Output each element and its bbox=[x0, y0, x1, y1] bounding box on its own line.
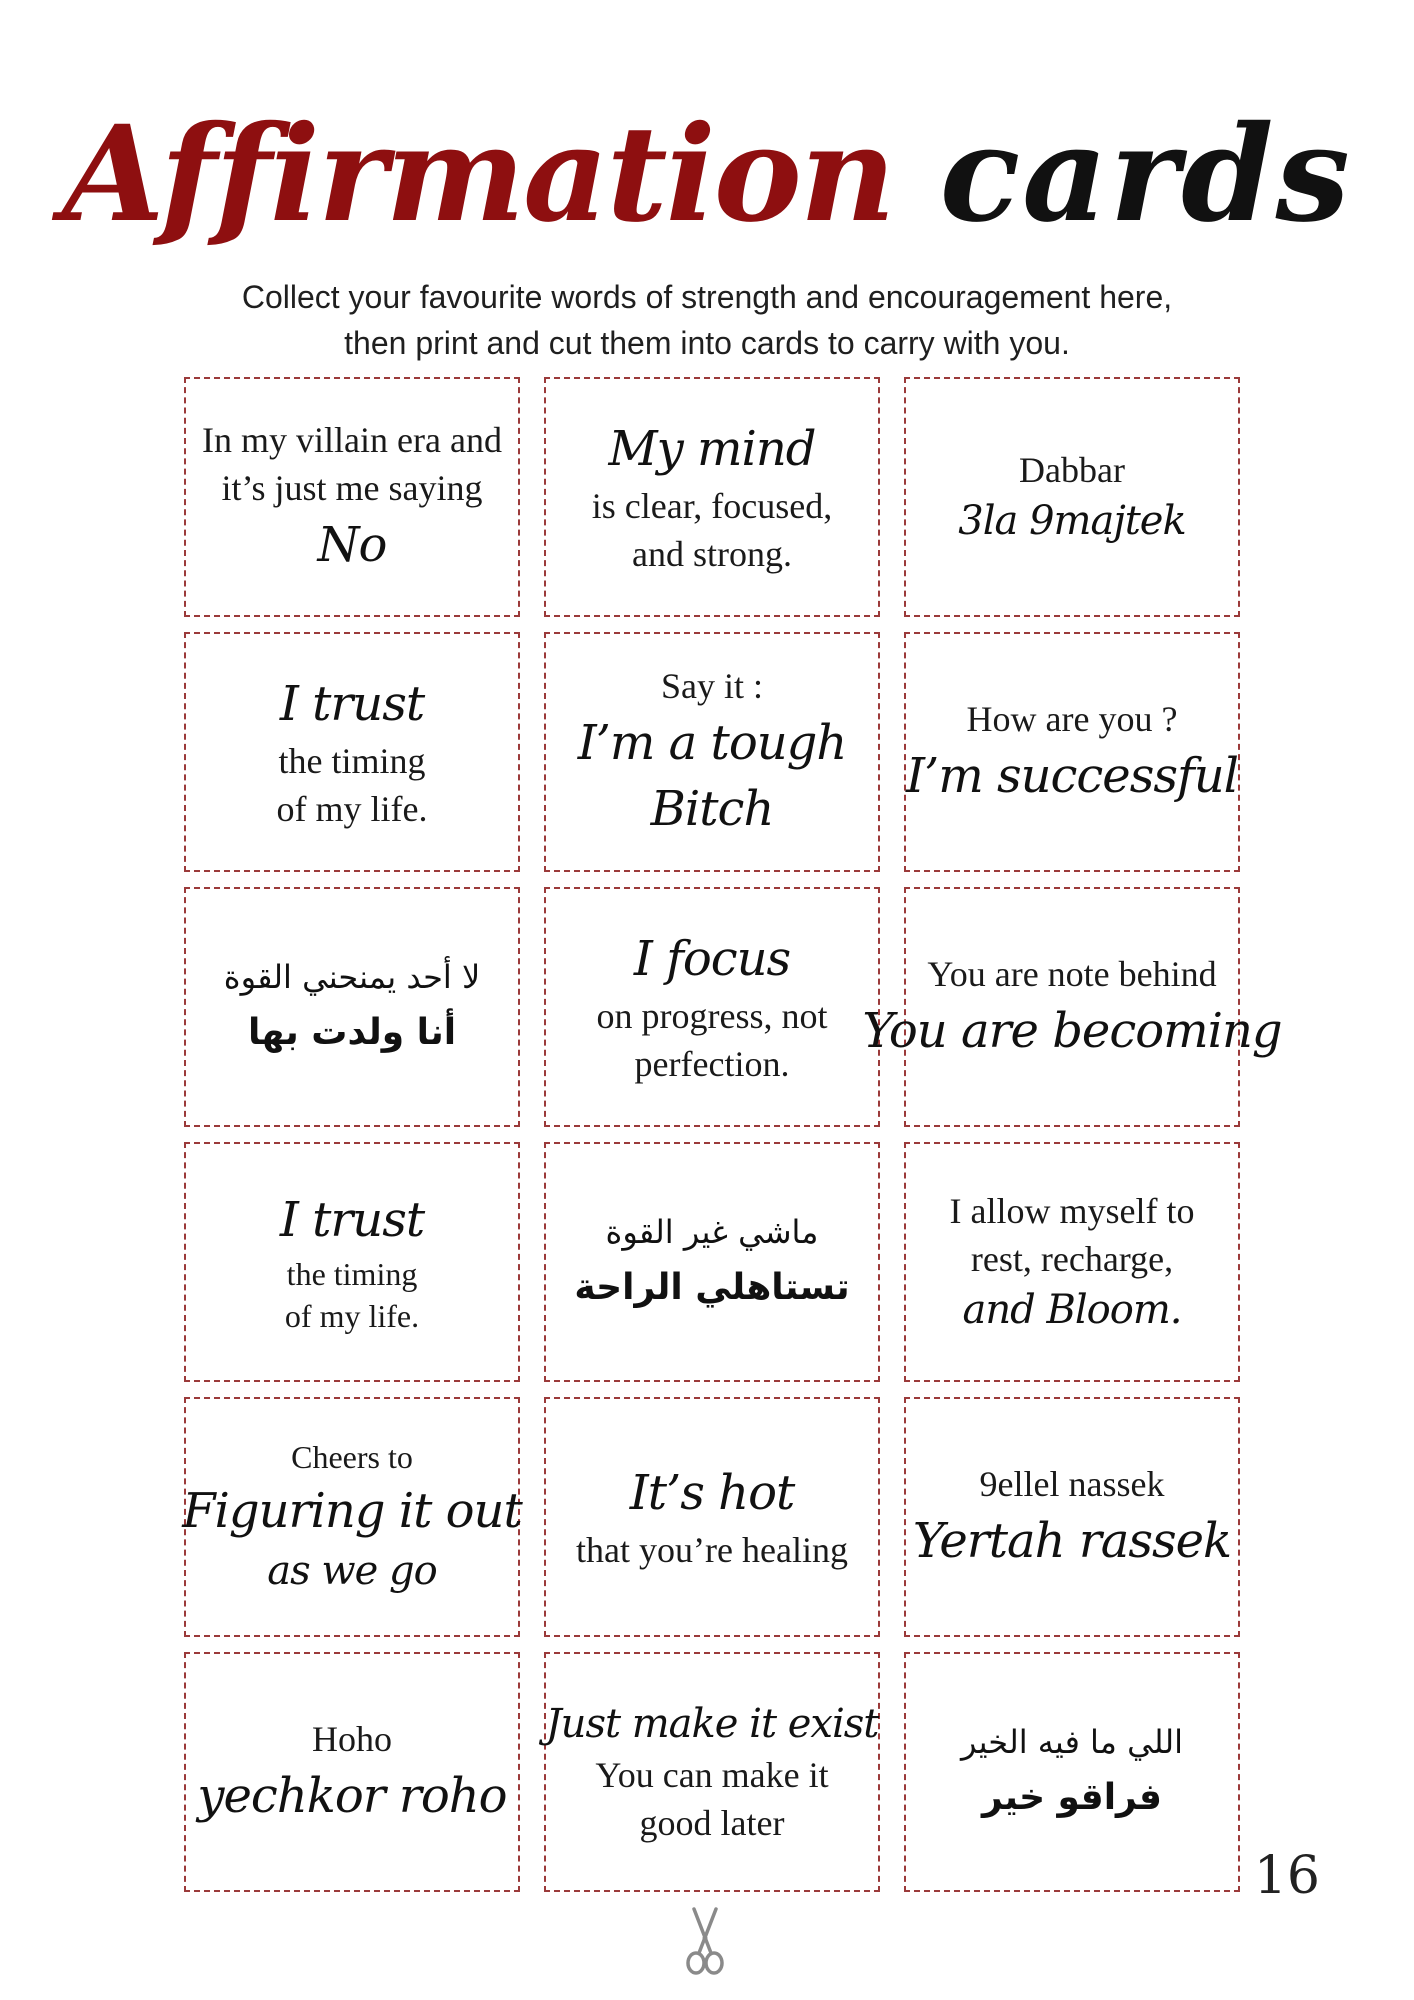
affirmation-card bbox=[184, 887, 520, 1127]
card-text-line: Figuring it out bbox=[182, 1483, 522, 1539]
affirmation-card bbox=[544, 632, 880, 872]
affirmation-card bbox=[904, 1142, 1240, 1382]
card-text-line: فراقو خير bbox=[981, 1777, 1163, 1818]
card-text-line: اللي ما فيه الخير bbox=[960, 1723, 1184, 1761]
card-text-line: Cheers to bbox=[291, 1439, 413, 1475]
card-text-line: You are note behind bbox=[927, 954, 1217, 994]
card-text-line: I’m a tough bbox=[577, 715, 847, 771]
affirmation-card bbox=[904, 1397, 1240, 1637]
card-text-line: Yertah rassek bbox=[912, 1513, 1232, 1569]
affirmation-card bbox=[862, 887, 1282, 1127]
affirmation-card bbox=[184, 1397, 520, 1637]
card-text-line: I allow myself to bbox=[949, 1191, 1195, 1231]
card-text-line: 9ellel nassek bbox=[979, 1464, 1165, 1504]
page-number: 16 bbox=[1253, 1846, 1320, 1906]
scissors-icon bbox=[680, 1907, 730, 1977]
card-text-line: Hoho bbox=[312, 1719, 392, 1759]
card-text-line: of my life. bbox=[276, 789, 428, 829]
card-text-line: on progress, not bbox=[596, 996, 828, 1036]
card-text-line: I focus bbox=[633, 931, 791, 987]
card-text-line: and strong. bbox=[632, 534, 792, 574]
instructions-line-2: then print and cut them into cards to carry with you. bbox=[344, 325, 1070, 361]
card-text-line: rest, recharge, bbox=[970, 1239, 1174, 1279]
card-text-line: Dabbar bbox=[1019, 450, 1125, 490]
card-text-line: لا أحد يمنحني القوة bbox=[223, 958, 481, 996]
title-word-affirmation: Affirmation bbox=[62, 97, 894, 252]
card-text-line: My mind bbox=[608, 421, 816, 477]
affirmation-card bbox=[904, 377, 1240, 617]
card-text-line: good later bbox=[639, 1803, 785, 1843]
page-title bbox=[0, 97, 1414, 252]
card-text-line: أنا ولدت بها bbox=[247, 1012, 457, 1053]
instructions-text bbox=[150, 274, 1264, 366]
affirmation-card bbox=[904, 1652, 1240, 1892]
affirmation-card bbox=[904, 632, 1240, 872]
card-text-line: it’s just me saying bbox=[221, 468, 483, 508]
card-text-line: I’m successful bbox=[906, 748, 1239, 804]
card-text-line: 3la 9majtek bbox=[958, 498, 1186, 544]
instructions-line-1: Collect your favourite words of strength and encouragement here, bbox=[241, 279, 1173, 315]
affirmation-card bbox=[544, 1142, 880, 1382]
affirmation-card bbox=[184, 632, 520, 872]
affirmation-card bbox=[544, 377, 880, 617]
affirmation-card-grid bbox=[182, 377, 1282, 1893]
card-text-line: and Bloom. bbox=[962, 1287, 1182, 1333]
card-text-line: perfection. bbox=[634, 1044, 790, 1084]
title-word-cards: cards bbox=[939, 97, 1352, 252]
card-text-line: You can make it bbox=[595, 1755, 829, 1795]
card-text-line: of my life. bbox=[284, 1298, 420, 1334]
card-text-line: I trust bbox=[279, 1192, 425, 1248]
card-text-line: as we go bbox=[267, 1548, 437, 1594]
card-text-line: Bitch bbox=[650, 781, 774, 837]
card-text-line: How are you ? bbox=[966, 699, 1178, 739]
card-text-line: the timing bbox=[278, 741, 426, 781]
affirmation-card bbox=[184, 1652, 520, 1892]
affirmation-card bbox=[544, 1652, 880, 1892]
card-text-line: ماشي غير القوة bbox=[605, 1213, 819, 1251]
card-text-line: Just make it exist bbox=[545, 1701, 879, 1747]
card-text-line: I trust bbox=[279, 676, 425, 732]
card-text-line: It’s hot bbox=[629, 1465, 795, 1521]
card-text-line: is clear, focused, bbox=[591, 486, 833, 526]
card-text-line: You are becoming bbox=[862, 1003, 1282, 1059]
card-text-line: the timing bbox=[286, 1256, 418, 1292]
card-text-line: No bbox=[317, 517, 387, 573]
card-text-line: yechkor roho bbox=[197, 1768, 507, 1824]
affirmation-card bbox=[184, 1142, 520, 1382]
card-text-line: In my villain era and bbox=[202, 420, 502, 460]
card-text-line: Say it : bbox=[660, 666, 763, 706]
card-text-line: that you’re healing bbox=[576, 1530, 848, 1570]
affirmation-card bbox=[544, 1397, 880, 1637]
card-text-line: تستاهلي الراحة bbox=[574, 1267, 850, 1308]
affirmation-card bbox=[184, 377, 520, 617]
affirmation-card bbox=[544, 887, 880, 1127]
